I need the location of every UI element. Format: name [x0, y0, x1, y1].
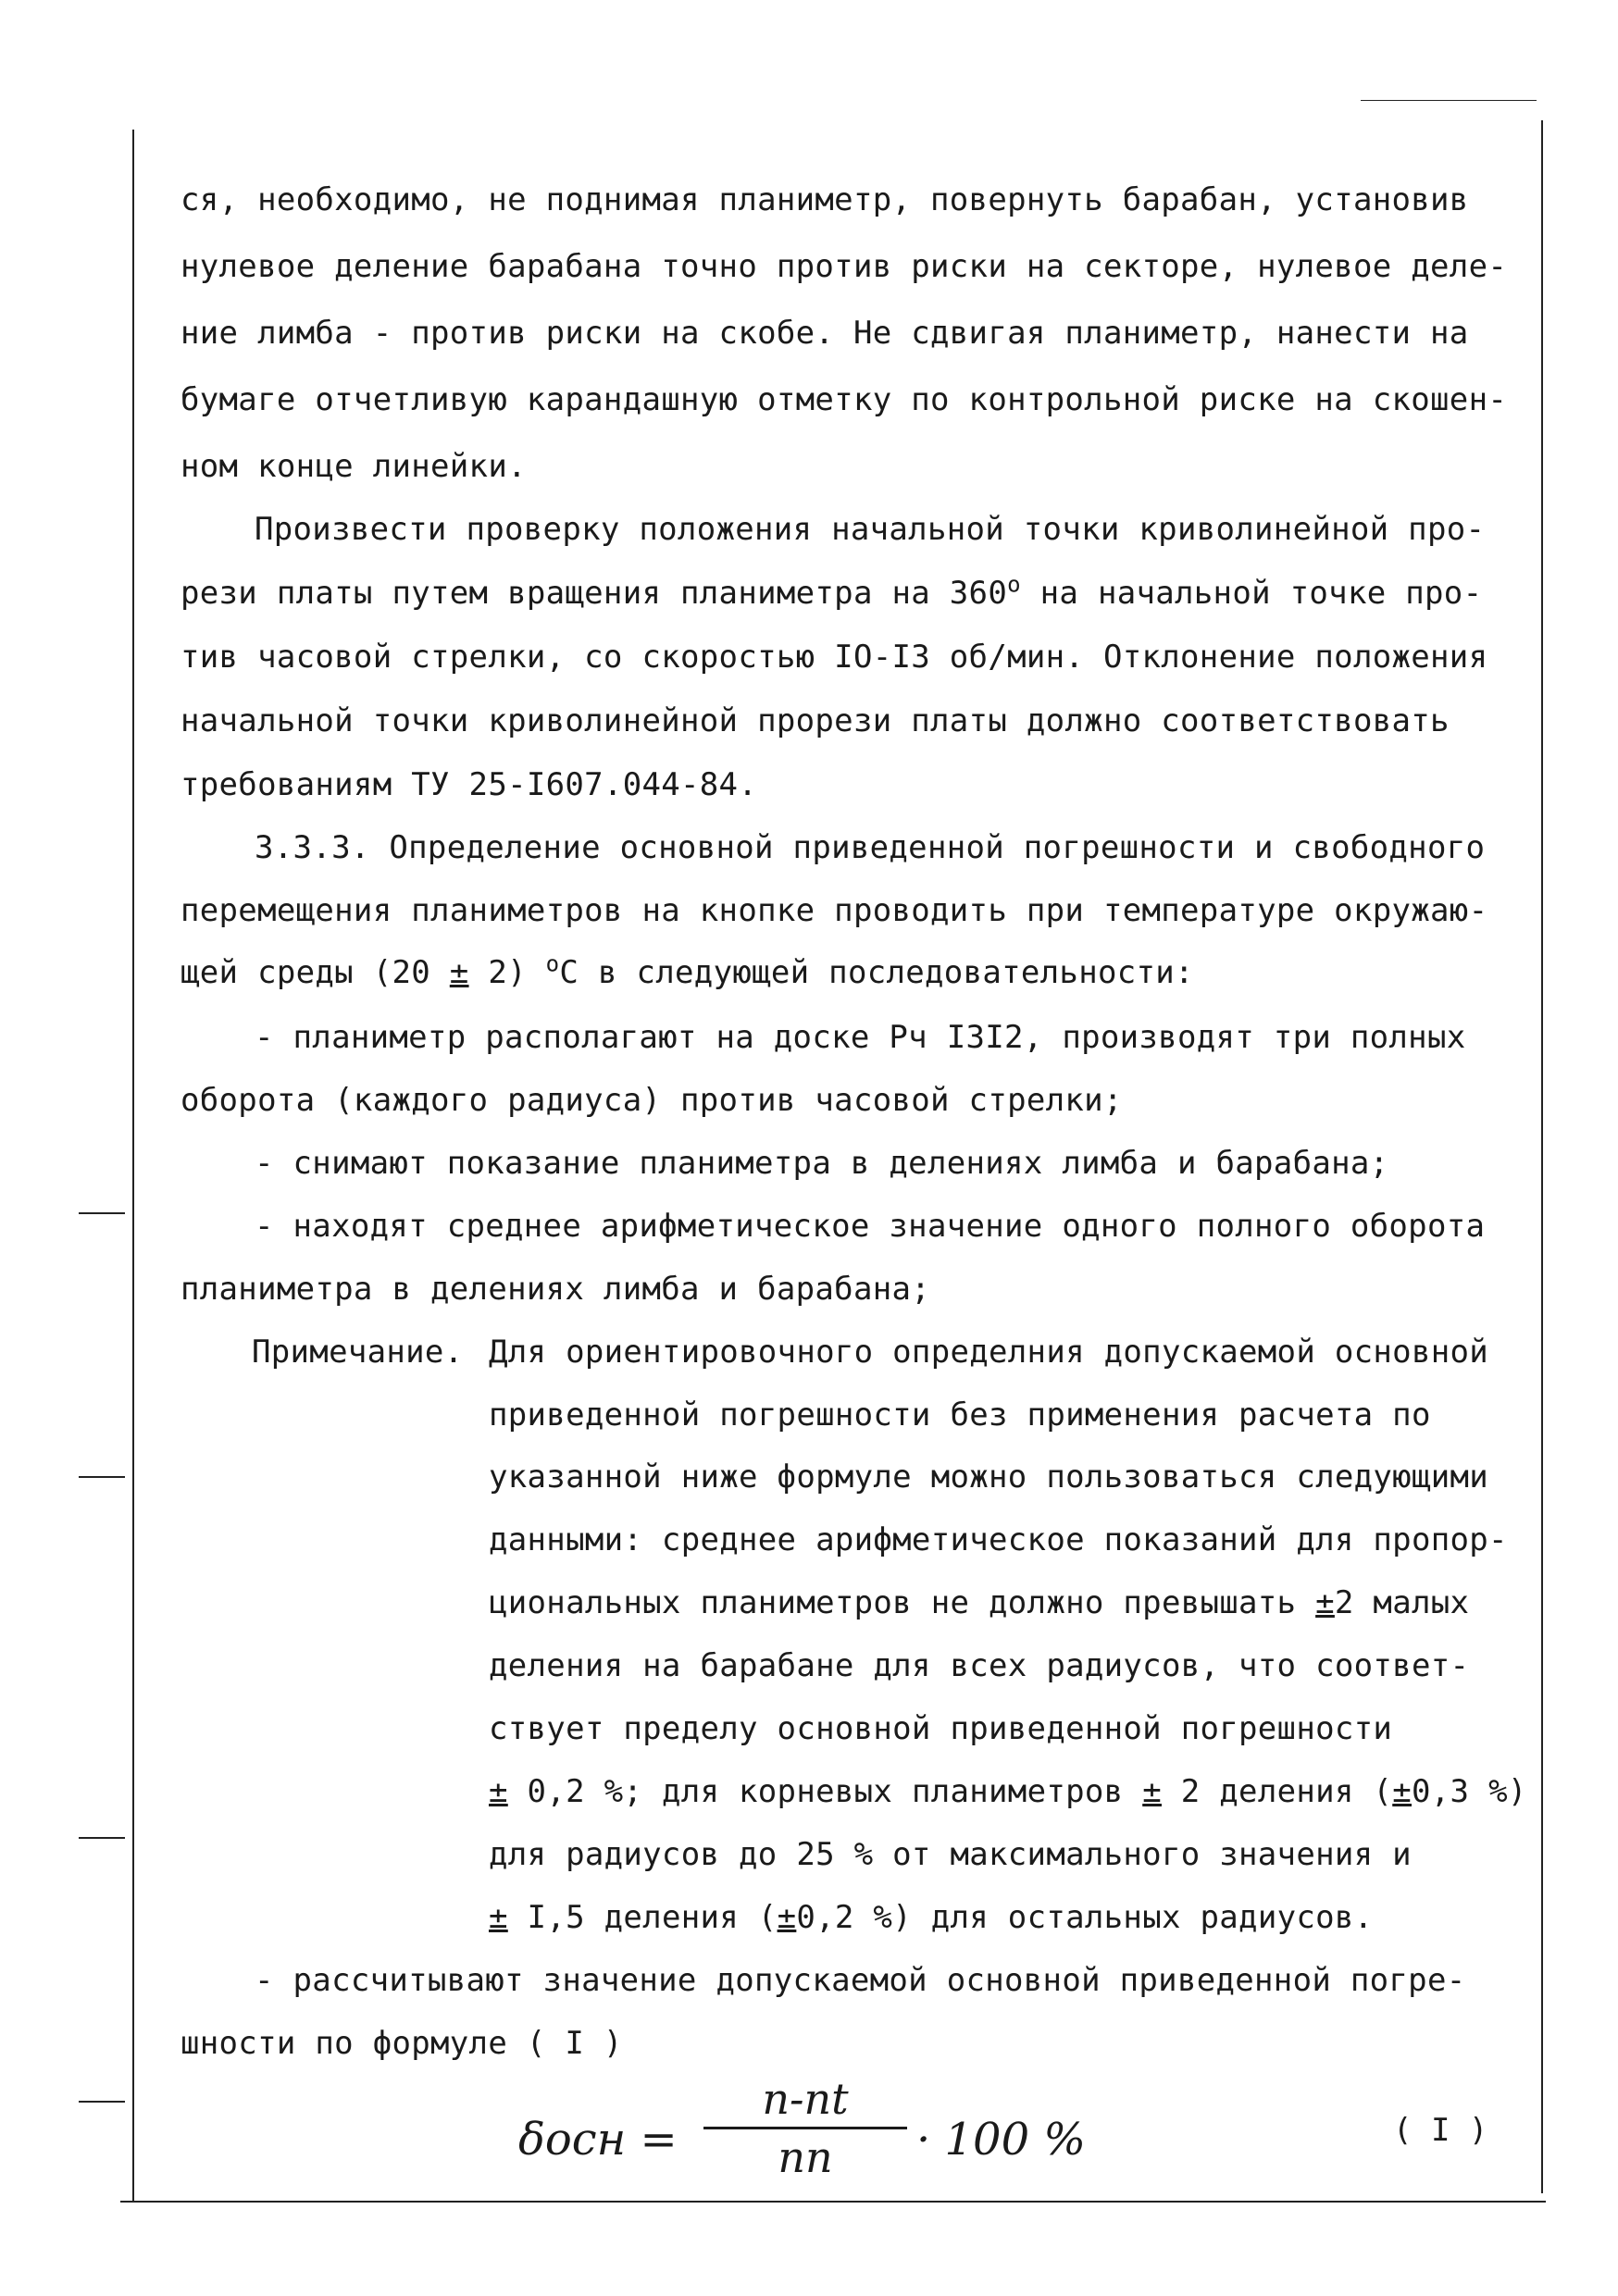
plus-minus-sign: ±	[489, 1773, 508, 1810]
plus-minus-sign: ±	[1142, 1773, 1162, 1810]
formula-fraction	[703, 2073, 907, 2183]
fraction-bar	[703, 2127, 907, 2129]
note-line: приведенной погрешности без применения расчета по	[489, 1396, 1431, 1433]
text-span: 2 деления (	[1161, 1773, 1393, 1810]
paragraph-line: тив часовой стрелки, со скоростью IO-I3 об/мин. Отклонение положения	[180, 639, 1488, 676]
plus-minus-sign: ±	[777, 1899, 797, 1936]
note-line: Для ориентировочного определния допускаемой основной	[489, 1334, 1489, 1371]
step-line: - планиметр располагают на доске Рч I3I2, производят три полных	[255, 1019, 1466, 1056]
note-line: деления на барабане для всех радиусов, что соответ-	[489, 1647, 1470, 1684]
paragraph-line: требованиям ТУ 25-I607.044-84.	[180, 766, 758, 803]
text-span: циональных планиметров не должно превышать	[489, 1584, 1316, 1621]
step-line: оборота (каждого радиуса) против часовой стрелки;	[180, 1082, 1123, 1119]
paragraph-line: ном конце линейки.	[180, 448, 527, 485]
note-label: Примечание.	[252, 1334, 464, 1371]
left-margin-rule	[132, 130, 134, 2203]
note-line: ствует пределу основной приведенной погрешности	[489, 1710, 1393, 1747]
step-line: шности по формуле ( I )	[180, 2025, 623, 2062]
degree-sign: о	[545, 950, 560, 977]
note-line: данными: среднее арифметическое показаний для пропор-	[489, 1521, 1508, 1558]
text-span: рези платы путем вращения планиметра на 360	[180, 575, 1008, 612]
margin-tick	[79, 1212, 125, 1214]
step-line: - снимают показание планиметра в делениях лимба и барабана;	[255, 1145, 1389, 1182]
text-span: 0,2 %) для остальных радиусов.	[796, 1899, 1374, 1936]
formula-denominator: nn	[778, 2132, 833, 2182]
plus-minus-sign: ±	[449, 954, 469, 991]
text-span: на начальной точке про-	[1020, 575, 1483, 612]
degree-sign: о	[1007, 571, 1021, 598]
paragraph-line: Произвести проверку положения начальной точки криволинейной про-	[255, 511, 1486, 548]
equation-number: ( I )	[1393, 2112, 1488, 2149]
text-span: 2 малых	[1334, 1584, 1470, 1621]
step-line: - рассчитывают значение допускаемой основной приведенной погре-	[255, 1962, 1466, 1999]
text-span: С в следующей последовательности:	[559, 954, 1194, 991]
text-span: 2)	[468, 954, 546, 991]
paragraph-line	[180, 950, 1194, 991]
formula-rhs: · 100 %	[916, 2114, 1086, 2166]
top-rule-fragment	[1361, 100, 1537, 101]
paragraph-line: бумаге отчетливую карандашную отметку по контрольной риске на скошен-	[180, 381, 1508, 418]
margin-tick	[79, 2101, 125, 2103]
paragraph-line: ся, необходимо, не поднимая планиметр, повернуть барабан, установив	[180, 181, 1469, 218]
step-line: - находят среднее арифметическое значение одного полного оборота	[255, 1208, 1486, 1245]
note-line: указанной ниже формуле можно пользоваться следующими	[489, 1458, 1489, 1496]
note-line	[489, 1899, 1373, 1936]
bottom-rule	[120, 2201, 1546, 2203]
margin-tick	[79, 1476, 125, 1478]
right-margin-rule	[1541, 120, 1543, 2193]
note-line	[489, 1773, 1527, 1810]
paragraph-line: начальной точки криволинейной прорези платы должно соответствовать	[180, 702, 1450, 739]
paragraph-line: нулевое деление барабана точно против риски на секторе, нулевое деле-	[180, 248, 1508, 285]
step-line: планиметра в делениях лимба и барабана;	[180, 1271, 931, 1308]
section-heading-line: 3.3.3. Определение основной приведенной погрешности и свободного	[255, 829, 1486, 866]
plus-minus-sign: ±	[1315, 1584, 1335, 1621]
note-line: для радиусов до 25 % от максимального значения и	[489, 1836, 1412, 1873]
paragraph-line	[180, 571, 1483, 612]
plus-minus-sign: ±	[1392, 1773, 1412, 1810]
formula-lhs: δосн =	[518, 2114, 678, 2166]
margin-tick	[79, 1837, 125, 1839]
text-span: щей среды (20	[180, 954, 450, 991]
text-span: 0,2 %; для корневых планиметров	[507, 1773, 1143, 1810]
paragraph-line: перемещения планиметров на кнопке проводить при температуре окружаю-	[180, 892, 1488, 929]
plus-minus-sign: ±	[489, 1899, 508, 1936]
text-span: 0,3 %)	[1412, 1773, 1527, 1810]
paragraph-line: ние лимба - против риски на скобе. Не сдвигая планиметр, нанести на	[180, 315, 1469, 352]
text-span: I,5 деления (	[507, 1899, 778, 1936]
formula-numerator: n-nt	[762, 2074, 849, 2124]
note-line	[489, 1584, 1469, 1621]
